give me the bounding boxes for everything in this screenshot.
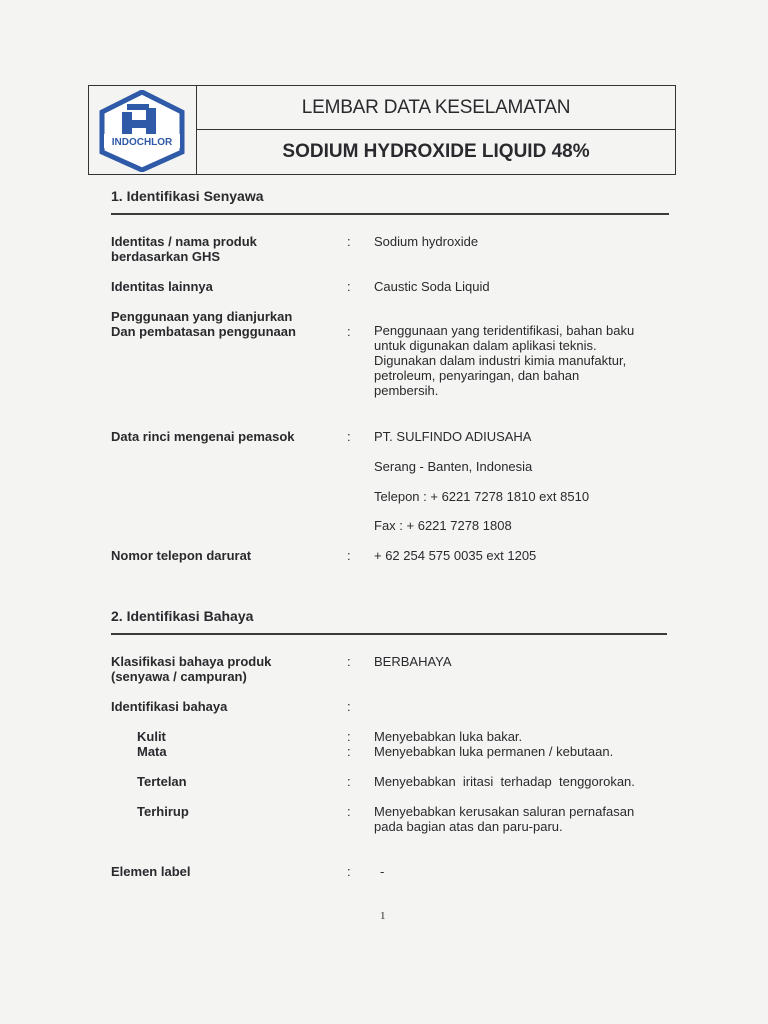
value-other-identity: Caustic Soda Liquid bbox=[374, 279, 490, 294]
colon: : bbox=[347, 324, 351, 339]
value-recommended-use bbox=[374, 323, 664, 398]
colon: : bbox=[347, 548, 351, 563]
value-line: Penggunaan yang teridentifikasi, bahan baku bbox=[374, 323, 635, 338]
label-inhaled: Terhirup bbox=[137, 804, 189, 819]
value-classification: BERBAHAYA bbox=[374, 654, 452, 669]
value-swallowed: Menyebabkan iritasi terhadap tenggorokan. bbox=[374, 774, 635, 789]
colon: : bbox=[347, 774, 351, 789]
label-other-identity: Identitas lainnya bbox=[111, 279, 213, 294]
value-product-identity: Sodium hydroxide bbox=[374, 234, 479, 249]
supplier-company: PT. SULFINDO ADIUSAHA bbox=[374, 429, 532, 444]
document-title: LEMBAR DATA KESELAMATAN bbox=[196, 86, 676, 130]
value-line: Menyebabkan kerusakan saluran pernafasan bbox=[374, 804, 635, 819]
indochlor-logo bbox=[94, 90, 190, 172]
label-emergency-phone: Nomor telepon darurat bbox=[111, 548, 252, 563]
product-name: SODIUM HYDROXIDE LIQUID 48% bbox=[282, 141, 590, 162]
value-line: pembersih. bbox=[374, 383, 439, 398]
supplier-phone: Telepon : + 6221 7278 1810 ext 8510 bbox=[374, 489, 590, 504]
label-eyes: Mata bbox=[137, 744, 167, 759]
label-line: Penggunaan yang dianjurkan bbox=[111, 309, 293, 324]
logo-cell bbox=[89, 86, 197, 174]
label-classification bbox=[111, 654, 271, 684]
colon: : bbox=[347, 279, 351, 294]
value-inhaled bbox=[374, 804, 664, 834]
label-line: Identitas / nama produk bbox=[111, 234, 257, 249]
section-1-title: 1. Identifikasi Senyawa bbox=[111, 188, 264, 204]
label-supplier: Data rinci mengenai pemasok bbox=[111, 429, 295, 444]
value-line: Digunakan dalam industri kimia manufaktur, bbox=[374, 353, 627, 368]
label-line: Klasifikasi bahaya produk bbox=[111, 654, 272, 669]
value-emergency-phone: + 62 254 575 0035 ext 1205 bbox=[374, 548, 537, 563]
colon: : bbox=[347, 729, 351, 744]
colon: : bbox=[347, 234, 351, 249]
colon: : bbox=[347, 699, 351, 714]
value-label-elements: - bbox=[380, 864, 385, 879]
label-skin: Kulit bbox=[137, 729, 166, 744]
colon: : bbox=[347, 744, 351, 759]
colon: : bbox=[347, 429, 351, 444]
value-skin: Menyebabkan luka bakar. bbox=[374, 729, 523, 744]
colon: : bbox=[347, 654, 351, 669]
value-line: untuk digunakan dalam aplikasi teknis. bbox=[374, 338, 597, 353]
label-hazard-identification: Identifikasi bahaya bbox=[111, 699, 228, 714]
supplier-address: Serang - Banten, Indonesia bbox=[374, 459, 533, 474]
section-1-divider bbox=[111, 213, 669, 215]
label-line: berdasarkan GHS bbox=[111, 249, 221, 264]
value-line: petroleum, penyaringan, dan bahan bbox=[374, 368, 580, 383]
document-header bbox=[88, 85, 676, 175]
label-product-identity bbox=[111, 234, 257, 264]
logo-text: INDOCHLOR bbox=[111, 137, 173, 148]
supplier-fax: Fax : + 6221 7278 1808 bbox=[374, 518, 512, 533]
label-swallowed: Tertelan bbox=[137, 774, 187, 789]
section-2-divider bbox=[111, 633, 667, 635]
value-eyes: Menyebabkan luka permanen / kebutaan. bbox=[374, 744, 614, 759]
label-line: (senyawa / campuran) bbox=[111, 669, 247, 684]
value-line: pada bagian atas dan paru-paru. bbox=[374, 819, 563, 834]
label-line: Dan pembatasan penggunaan bbox=[111, 324, 296, 339]
section-2-title: 2. Identifikasi Bahaya bbox=[111, 608, 254, 624]
colon: : bbox=[347, 864, 351, 879]
label-recommended-use bbox=[111, 309, 296, 339]
page-number: 1 bbox=[380, 910, 386, 922]
label-label-elements: Elemen label bbox=[111, 864, 191, 879]
colon: : bbox=[347, 804, 351, 819]
